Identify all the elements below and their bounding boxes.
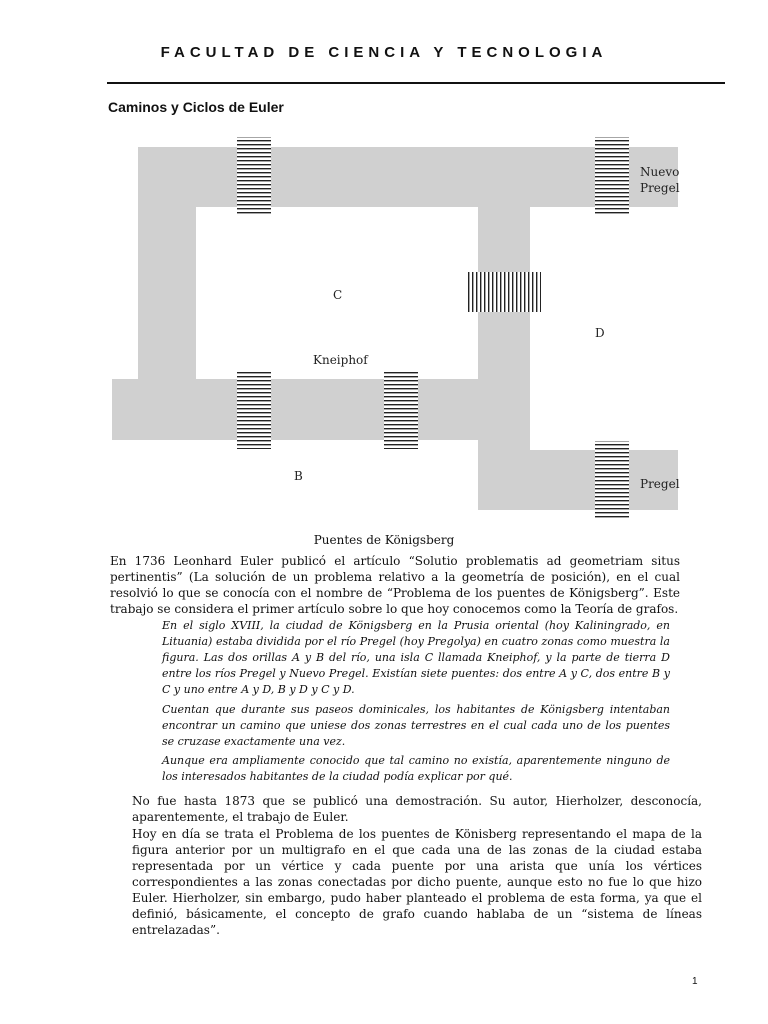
bridge-5 — [384, 370, 418, 449]
bridge-6 — [595, 441, 629, 520]
label-kneiphof: Kneiphof — [310, 352, 371, 368]
label-nuevo-pregel — [637, 164, 683, 196]
bridge-2 — [595, 137, 629, 216]
bridge-4 — [237, 370, 271, 449]
bridge-3 — [467, 272, 541, 312]
figure-caption: Puentes de Königsberg — [313, 533, 455, 547]
intro-paragraph: En 1736 Leonhard Euler publicó el artículo “Solutio problematis ad geometriam situs pertinentis” (La solución de un problema relativo a la geometría de posición), en el cual resolvió lo que se conocía con el nombre de “Problema de los puentes de Königsberg”. Este trabajo se considera el primer artículo sobre lo que hoy conocemos como la Teoría de grafos. — [110, 554, 680, 616]
label-zone-c: C — [330, 287, 345, 303]
label-nuevo-pregel-line1: Nuevo — [640, 165, 680, 179]
quote-paragraph-1: En el siglo XVIII, la ciudad de Königsberg en la Prusia oriental (hoy Kaliningrado, en Lituania) estaba dividida por el río Pregel (hoy Pregolya) en cuatro zonas como muestra la figura. Las dos orillas A y B del río, una isla C llamada Kneiphof, y la parte de tierra D entre los ríos Pregel y Nuevo Pregel. Existían siete puentes: dos entre A y C, dos entre B y C y uno entre A y D, B y D y C y D. — [162, 619, 670, 696]
hierholzer-paragraph: No fue hasta 1873 que se publicó una demostración. Su autor, Hierholzer, desconocía, aparentemente, el trabajo de Euler. — [132, 794, 702, 824]
label-zone-b: B — [291, 468, 306, 484]
quote-paragraph-3: Aunque era ampliamente conocido que tal camino no existía, aparentemente ninguno de los interesados habitantes de la ciudad podía explicar por qué. — [162, 754, 670, 783]
label-pregel: Pregel — [640, 477, 680, 491]
quote-paragraph-2: Cuentan que durante sus paseos dominicales, los habitantes de Königsberg intentaban encontrar un camino que uniese dos zonas terrestres en el cual cada uno de los puentes se cruzase exactamente una vez. — [162, 703, 670, 748]
section-heading: Caminos y Ciclos de Euler — [108, 99, 284, 115]
multigraph-paragraph: Hoy en día se trata el Problema de los puentes de Könisberg representando el mapa de la figura anterior por un multigrafo en el que cada una de las zonas de la ciudad estaba representada por un vértice y cada puente por una arista que unía los vértices correspondientes a las zonas conectadas por dicho puente, aunque esto no fue lo que hizo Euler. Hierholzer, sin embargo, pudo haber planteado el problema de esta forma, ya que el definió, básicamente, el concepto de grafo cuando hablaba de un “sistema de líneas entrelazadas”. — [132, 827, 702, 937]
label-zone-d: D — [592, 325, 608, 341]
river-bottom-arm — [112, 379, 530, 440]
bridge-1 — [237, 137, 271, 216]
label-nuevo-pregel-line2: Pregel — [640, 181, 680, 195]
header-title: FACULTAD DE CIENCIA Y TECNOLOGIA — [160, 44, 608, 61]
page-number: 1 — [692, 976, 698, 987]
